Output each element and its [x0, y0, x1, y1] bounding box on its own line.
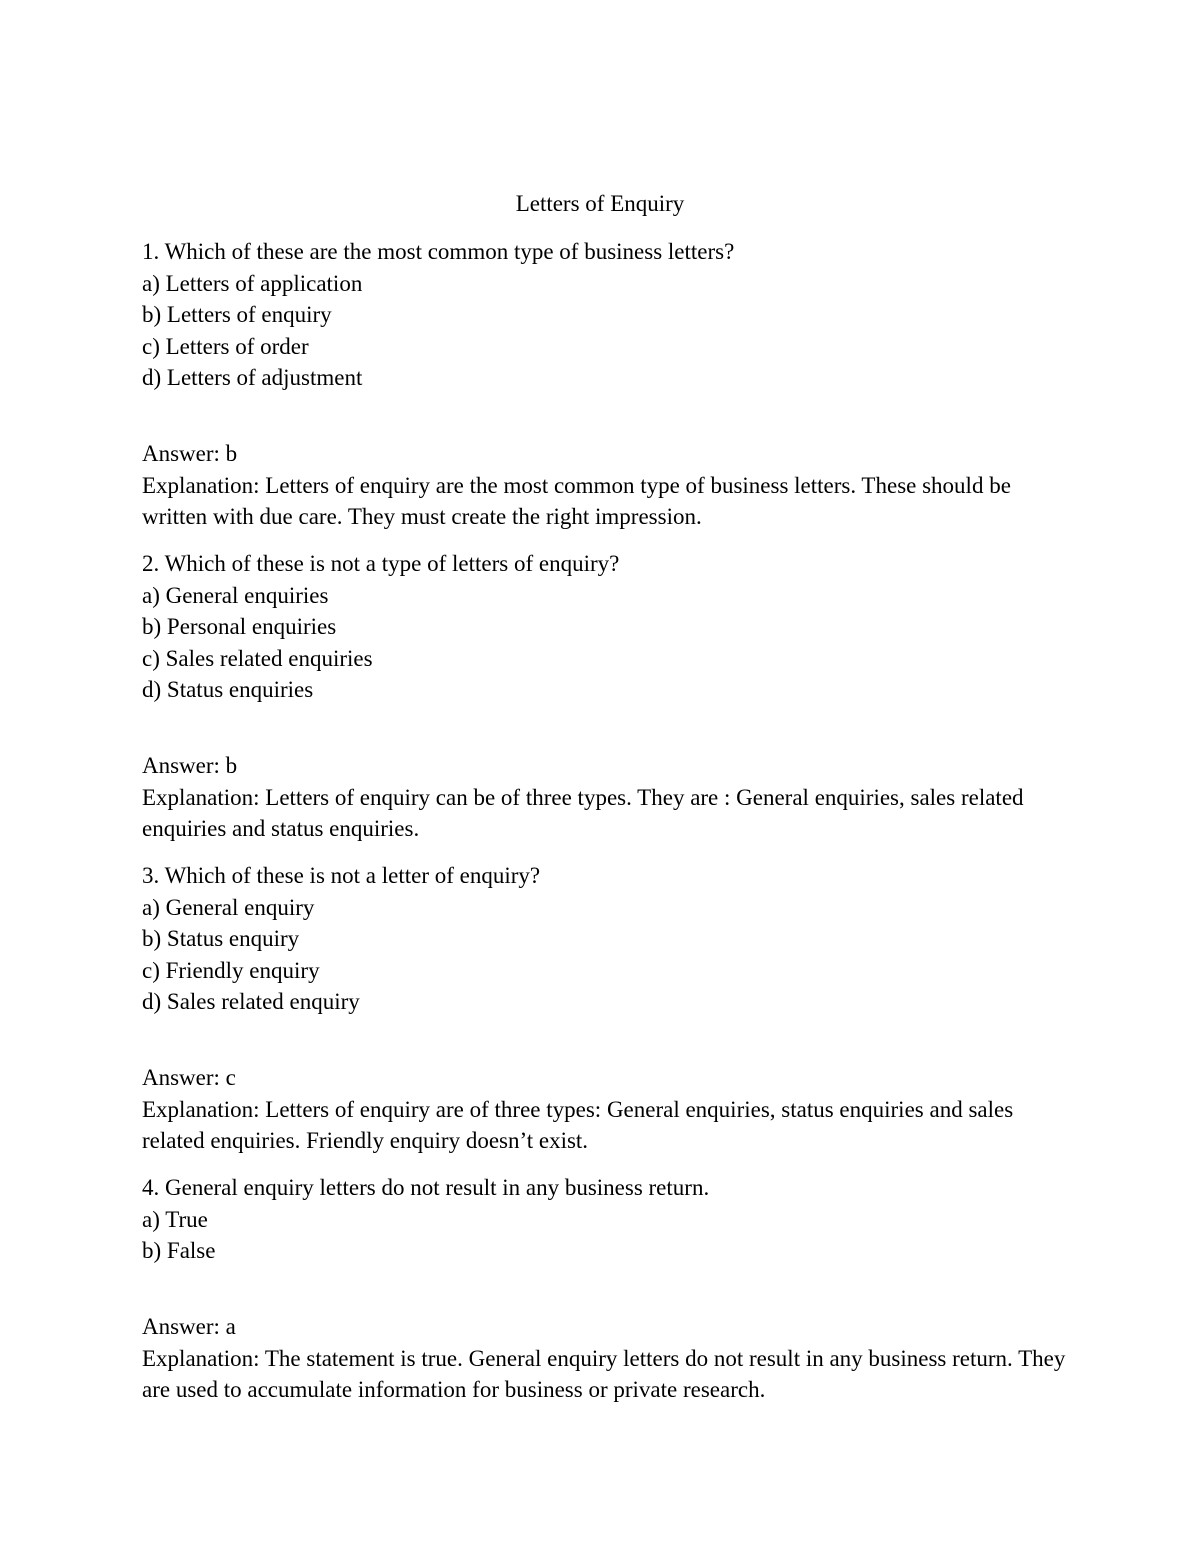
question-text: 1. Which of these are the most common type of business letters? [142, 239, 735, 264]
answer-text: Answer: a [142, 1314, 236, 1339]
answer-block-3 [142, 1062, 1072, 1157]
answer-text: Answer: b [142, 753, 238, 778]
option-d: d) Letters of adjustment [142, 365, 363, 390]
question-block-2 [142, 548, 1072, 706]
option-b: b) False [142, 1238, 216, 1263]
option-a: a) General enquiry [142, 894, 315, 920]
option-c: c) Sales related enquiries [142, 645, 373, 671]
explanation-text: Explanation: The statement is true. General enquiry letters do not result in any business return. They are used to accumulate information for business or private research. [142, 1345, 1066, 1402]
question-text: 2. Which of these is not a type of letters of enquiry? [142, 551, 620, 576]
question-block-4 [142, 1172, 1072, 1267]
option-b: b) Status enquiry [142, 926, 300, 951]
option-c: c) Friendly enquiry [142, 957, 320, 983]
option-a: a) True [142, 1206, 208, 1232]
question-text: 4. General enquiry letters do not result in any business return. [142, 1175, 710, 1200]
answer-text: Answer: b [142, 441, 238, 466]
option-b: b) Personal enquiries [142, 614, 337, 639]
explanation-text: Explanation: Letters of enquiry can be of three types. They are : General enquiries, sales related enquiries and status enquiries. [142, 784, 1024, 841]
option-c: c) Letters of order [142, 333, 309, 359]
question-text: 3. Which of these is not a letter of enquiry? [142, 863, 541, 888]
option-b: b) Letters of enquiry [142, 302, 332, 327]
option-d: d) Sales related enquiry [142, 989, 360, 1014]
option-d: d) Status enquiries [142, 677, 314, 702]
answer-block-2 [142, 750, 1072, 845]
answer-block-1 [142, 438, 1072, 533]
answer-block-4 [142, 1311, 1072, 1406]
option-a: a) Letters of application [142, 270, 363, 296]
option-a: a) General enquiries [142, 582, 329, 608]
explanation-text: Explanation: Letters of enquiry are the most common type of business letters. These should be written with due care. They must create the right impression. [142, 472, 1011, 529]
answer-text: Answer: c [142, 1065, 236, 1090]
explanation-text: Explanation: Letters of enquiry are of three types: General enquiries, status enquiries and sales related enquiries. Friendly enquiry doesn’t exist. [142, 1096, 1014, 1153]
question-block-3 [142, 860, 1072, 1018]
document-title: Letters of Enquiry [515, 191, 685, 216]
question-block-1 [142, 236, 1072, 394]
